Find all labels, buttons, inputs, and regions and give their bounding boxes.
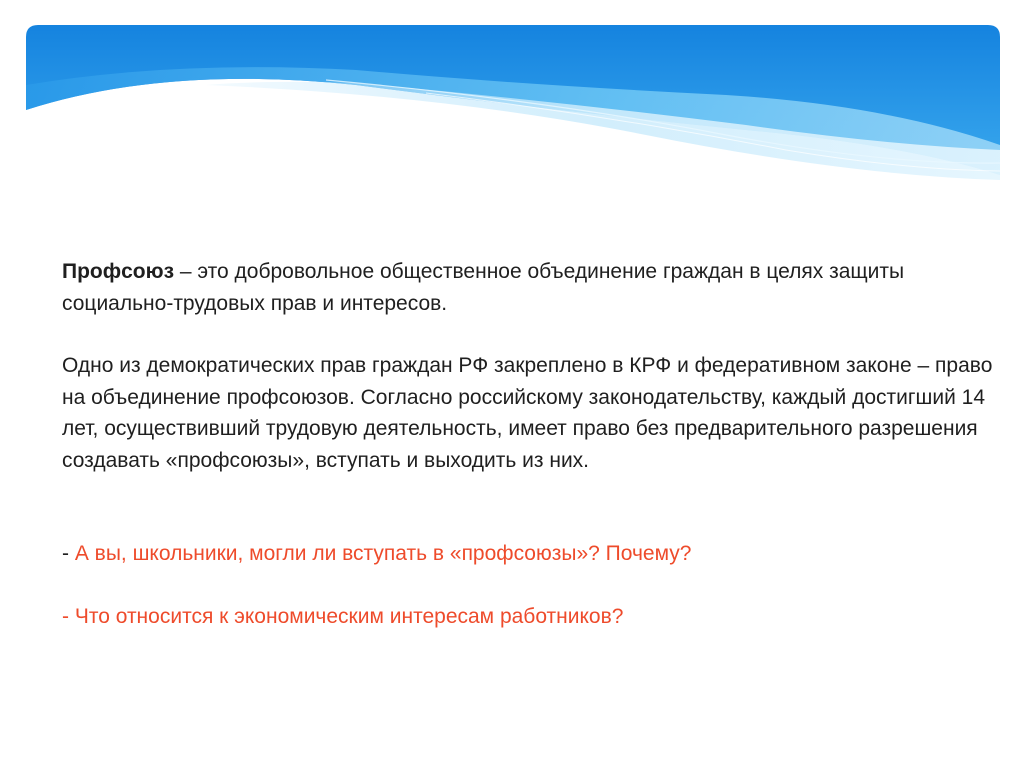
definition-text: – это добровольное общественное объединение граждан в целях защиты социально-трудовых прав и интересов. <box>62 260 905 315</box>
slide-content <box>62 256 1002 632</box>
definition-paragraph <box>62 256 1002 319</box>
header-wave-decoration <box>26 25 1000 185</box>
question-1-text: А вы, школьники, могли ли вступать в «профсоюзы»? Почему? <box>74 542 692 565</box>
question-2: - Что относится к экономическим интересам работников? <box>62 604 624 628</box>
question-1-dash: - <box>62 542 75 565</box>
definition-term: Профсоюз <box>62 260 175 283</box>
question-1 <box>62 538 1002 570</box>
rights-paragraph: Одно из демократических прав граждан РФ закреплено в КРФ и федеративном законе – право на объединение профсоюзов. Согласно российскому законодательству, каждый достигший 14 лет, осуществивший трудовую деятельность, имеет право без предварительного разрешения создавать «профсоюзы», вступать и выходить из них. <box>62 354 993 472</box>
